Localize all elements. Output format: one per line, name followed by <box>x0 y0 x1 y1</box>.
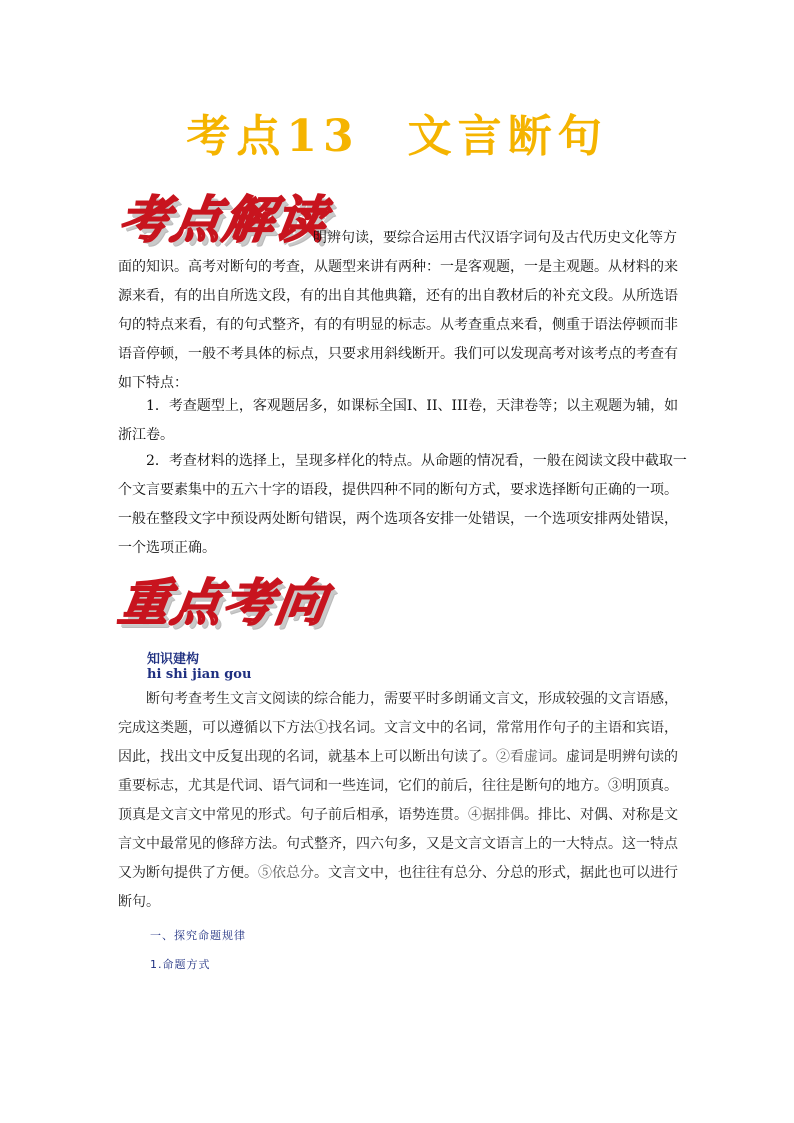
method-step-3: ③明顶真 <box>608 778 664 794</box>
method-paragraph <box>118 685 688 917</box>
section-art-heading-1: 考点解读 <box>115 190 332 249</box>
title-part-1: 考点13 <box>186 111 360 162</box>
method-text-i: 。排比、对偶、对称是文言文中最常见的修辞方法。句式整齐，四六句多，又是文言文语言上的一大特点。这一特点又为断句提供了方便。 <box>118 807 678 881</box>
feature-point-1: 1．考查题型上，客观题居多，如课标全国I、II、III卷，天津卷等；以主观题为辅，如浙江卷。 <box>118 398 679 443</box>
feature-point-2: 2．考查材料的选择上，呈现多样化的特点。从命题的情况看，一般在阅读文段中截取一个文言要素集中的五六十字的语段，提供四种不同的断句方式，要求选择断句正确的一项。一般在整段文字中预设两处断句错误，两个选项各安排一处错误，一个选项安排两处错误，一个选项正确。 <box>118 453 687 556</box>
intro-paragraph: 明辨句读，要综合运用古代汉语字词句及古代历史文化等方面的知识。高考对断句的考查，从题型来讲有两种：一是客观题，一是主观题。从材料的来源来看，有的出自所选文段，有的出自其他典籍，还有的出自教材后的补充文段。从所选语句的特点来看，有的句式整齐，有的有明显的标志。从考查重点来看，侧重于语法停顿而非语音停顿，一般不考具体的标点，只要求用斜线断开。我们可以发现高考对该考点的考查有如下特点： <box>118 230 678 391</box>
title-part-2: 文言断句 <box>407 111 608 162</box>
method-step-5: ⑤依总分 <box>258 865 314 881</box>
section-art-heading-2: 重点考向 <box>115 573 332 632</box>
method-text-g: 。顶真是文言文中常见的形式。句子前后相承，语势连贯。 <box>118 778 678 823</box>
method-text-c: 。文言文中的名词，常常用作句子的主语和宾语，因此，找出文中反复出现的名词，就基本上可以断出句读了。 <box>118 720 678 765</box>
subheading-explore-rules: 一、探究命题规律 <box>150 929 246 942</box>
page-title <box>0 100 794 164</box>
knowledge-heading: 知识建构 <box>147 652 200 667</box>
subheading-question-format: 1.命题方式 <box>150 958 211 971</box>
method-step-1: ①找名词 <box>314 720 370 736</box>
method-text-a: 断句考查考生文言文阅读的综合能力，需要平时多朗诵文言文，形成较强的文言语感，完成这类题，可以遵循以下方法 <box>118 691 678 736</box>
method-text-k: 。文言文中，也往往有总分、分总的形式，据此也可以进行断句。 <box>118 865 678 910</box>
knowledge-pinyin: hi shi jian gou <box>147 667 252 682</box>
method-step-2: ②看虚词 <box>496 749 552 765</box>
method-step-4: ④据排偶 <box>468 807 524 823</box>
method-text-e: 。虚词是明辨句读的重要标志，尤其是代词、语气词和一些连词，它们的前后，往往是断句的地方。 <box>118 749 678 794</box>
